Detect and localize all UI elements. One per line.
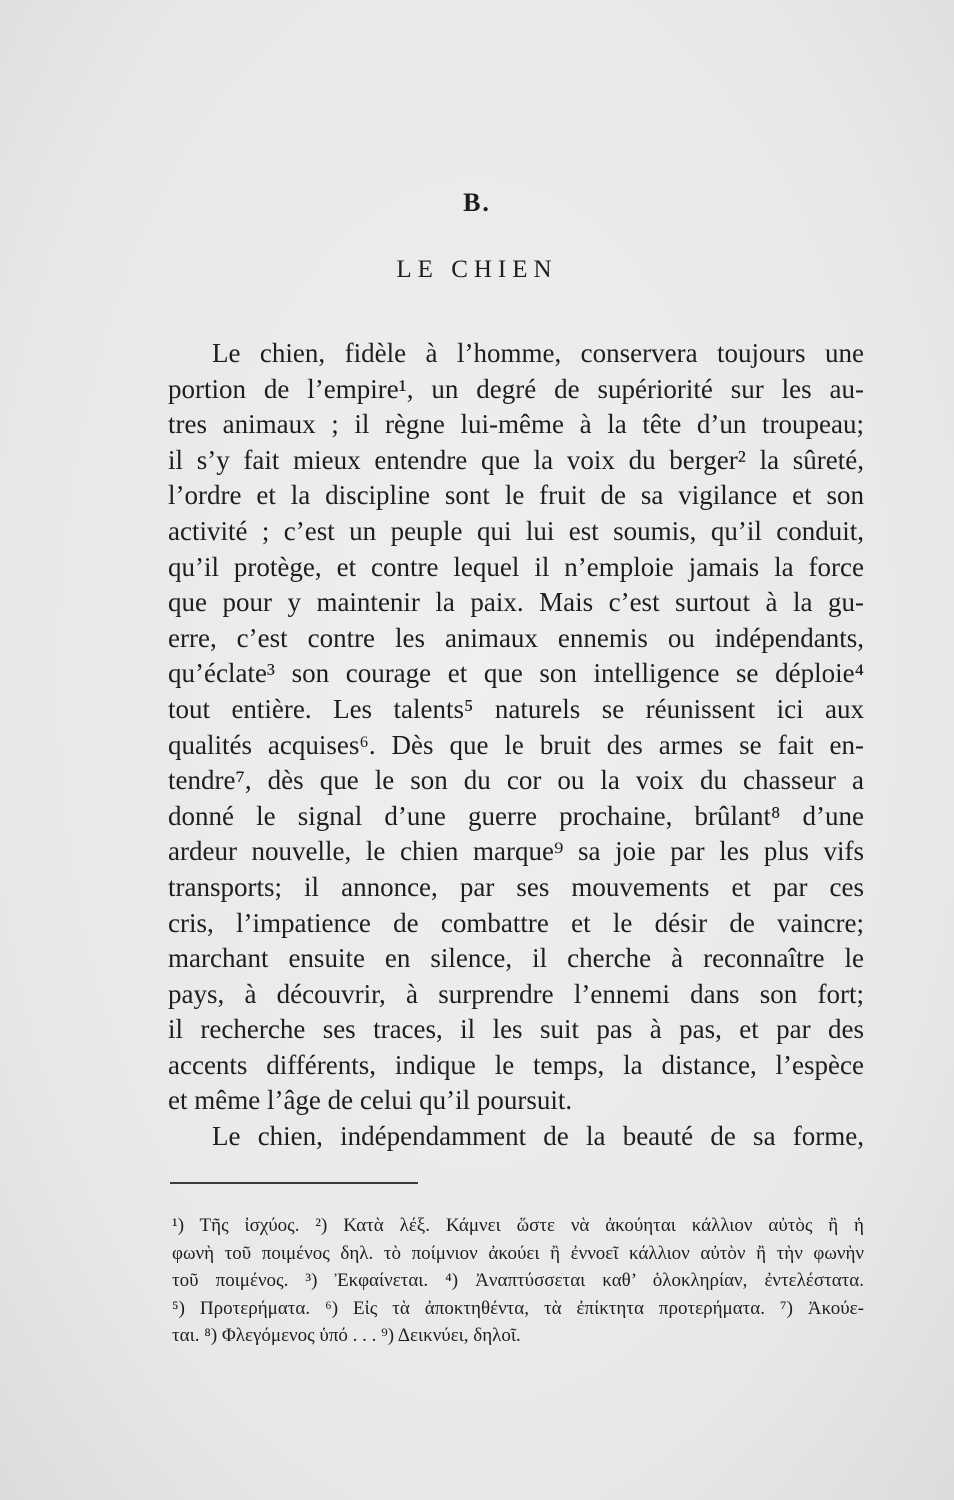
text-line: transports; il annonce, par ses mouvements et par ces <box>168 871 864 902</box>
footnote-line: φωνὴ τοῦ ποιμένος δηλ. τὸ ποίμνιον ἀκούει ἢ ἐννοεῖ κάλλιον αὐτὸν ἢ τὴν φωνὴν <box>172 1242 864 1264</box>
footnotes <box>172 1212 864 1350</box>
text-line: qu’il protège, et contre lequel il n’emploie jamais la force <box>168 551 864 582</box>
text-line: Le chien, fidèle à l’homme, conservera toujours une <box>212 338 864 368</box>
footnote-line: ⁵) Προτερήματα. ⁶) Εἰς τὰ ἀποκτηθέντα, τὰ ἐπίκτητα προτερήματα. ⁷) Ἀκούε- <box>172 1297 864 1319</box>
footnote-line: τοῦ ποιμένος. ³) Ἐκφαίνεται. ⁴) Ἀναπτύσσεται καθ’ ὁλοκληρίαν, ἐντελέστατα. <box>172 1270 864 1291</box>
text-line: erre, c’est contre les animaux ennemis ou indépendants, <box>168 622 864 653</box>
text-line: qualités acquises⁶. Dès que le bruit des armes se fait en- <box>168 729 864 760</box>
text-line: pays, à découvrir, à surprendre l’ennemi dans son fort; <box>168 978 864 1009</box>
text-line: accents différents, indique le temps, la distance, l’espèce <box>168 1049 864 1080</box>
footnote-divider <box>170 1182 418 1184</box>
footnote-line: ¹) Τῆς ἰσχύος. ²) Κατὰ λέξ. Κάμνει ὥστε νὰ ἀκούηται κάλλιον αὐτὸς ἢ ἡ <box>172 1215 864 1236</box>
footnote-line: ται. ⁸) Φλεγόμενος ὑπό . . . ⁹) Δεικνύει, δηλοῖ. <box>172 1325 521 1346</box>
body-text <box>168 336 864 1155</box>
text-line: donné le signal d’une guerre prochaine, brûlant⁸ d’une <box>168 800 864 831</box>
text-line: et même l’âge de celui qu’il poursuit. <box>168 1085 573 1116</box>
text-line: tout entière. Les talents⁵ naturels se réunissent ici aux <box>168 693 864 724</box>
text-line: activité ; c’est un peuple qui lui est soumis, qu’il conduit, <box>168 515 864 546</box>
text-line: il s’y fait mieux entendre que la voix du berger² la sûreté, <box>168 444 864 475</box>
text-line: marchant ensuite en silence, il cherche à reconnaître le <box>168 943 864 974</box>
text-line: que pour y maintenir la paix. Mais c’est surtout à la gu- <box>168 587 864 618</box>
section-letter: B. <box>463 188 491 217</box>
text-line: Le chien, indépendamment de la beauté de sa forme, <box>212 1121 864 1152</box>
text-line: qu’éclate³ son courage et que son intelligence se déploie⁴ <box>168 658 864 689</box>
chapter-title: LE CHIEN <box>396 256 558 283</box>
text-line: cris, l’impatience de combattre et le désir de vaincre; <box>168 907 864 938</box>
text-line: tendre⁷, dès que le son du cor ou la voix du chasseur a <box>168 765 864 796</box>
text-line: ardeur nouvelle, le chien marque⁹ sa joie par les plus vifs <box>168 836 864 867</box>
text-line: tres animaux ; il règne lui-même à la tête d’un troupeau; <box>168 409 864 440</box>
text-line: portion de l’empire¹, un degré de supériorité sur les au- <box>168 373 864 404</box>
text-line: l’ordre et la discipline sont le fruit de sa vigilance et son <box>168 480 864 511</box>
text-line: il recherche ses traces, il les suit pas à pas, et par des <box>168 1014 864 1045</box>
